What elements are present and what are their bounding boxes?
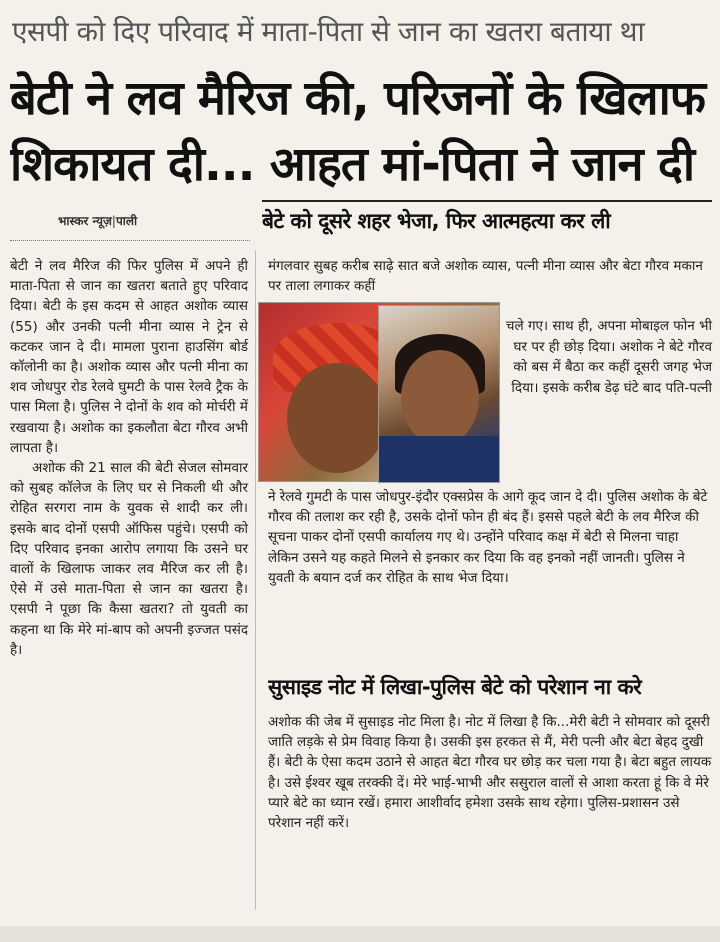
left-paragraph-1: बेटी ने लव मैरिज की फिर पुलिस में अपने ही माता-पिता से जान का खतरा बताते हुए परिवाद दिया। बेटी के इस कदम से आहत अशोक व्यास (55) और उनकी पत्नी मीना व्यास ने ट्रेन से कटकर जान दे दी। मामला पुराना हाउसिंग बोर्ड कॉलोनी का है। अशोक व्यास और पत्नी मीना का शव जोधपुर रोड रेलवे घुमटी के पास रेलवे ट्रैक के पास मिला है। पुलिस ने दोनों के शव को मोर्चरी में रखवाया है। अशोक का इकलौता बेटा गौरव अभी लापता है। (10, 258, 248, 456)
right-column-wrap (505, 316, 712, 398)
column-divider (255, 250, 256, 910)
right-wrap-text: चले गए। साथ ही, अपना मोबाइल फोन भी घर पर ही छोड़ दिया। अशोक ने बेटे गौरव को बस में बैठा कर कहीं दूसरी जगह भेज दिया। इसके करीब डेढ़ घंटे बाद पति-पत्नी (505, 318, 712, 396)
page-bottom-edge (0, 926, 720, 942)
left-paragraph-2: अशोक की 21 साल की बेटी सेजल सोमवार को सुबह कॉलेज के लिए घर से निकली थी और रोहित सरगरा नाम के युवक से शादी कर ली। इसके बाद दोनों एसपी ऑफिस पहुंचे। एसपी को दिए परिवाद इनका आरोप लगाया कि उसने घर वालों के खिलाफ जाकर लव मैरिज कर ली है। ऐसे में उसे माता-पिता से जान का खतरा है। एसपी ने पूछा कि कैसा खतरा? तो युवती का कहना था कि मेरे मां-बाप को अपनी इज्जत पसंद है। (10, 460, 248, 658)
headline-line-1: बेटी ने लव मैरिज की, परिजनों के खिलाफ (10, 71, 706, 126)
dateline-source: भास्कर न्यूज़ (58, 214, 112, 228)
right-column-bottom (268, 712, 712, 833)
photo-woman (378, 305, 500, 483)
subhead-suicide-note: सुसाइड नोट में लिखा-पुलिस बेटे को परेशान ना करे (268, 675, 642, 699)
subhead: बेटे को दूसरे शहर भेजा, फिर आत्महत्या कर ली (262, 209, 611, 233)
subhead-rule (262, 200, 712, 202)
dateline (58, 212, 137, 229)
headline-line-2: शिकायत दी... आहत मां-पिता ने जान दी (10, 137, 695, 192)
face-shape (401, 350, 479, 446)
dateline-place: पाली (115, 214, 138, 228)
right-column-middle (268, 487, 712, 588)
right-mid-text: ने रेलवे गुमटी के पास जोधपुर-इंदौर एक्सप्रेस के आगे कूद जान दे दी। पुलिस अशोक के बेटे गौरव की तलाश कर रही है, उसके दोनों फोन ही बंद हैं। इससे पहले बेटी के लव मैरिज की सूचना पाकर दोनों एसपी कार्यालय गए थे। उन्होंने परिवाद कक्ष में बेटी से मिलना चाहा लेकिन उसने यह कहते मिलने से इनकार कर दिया कि वह इनको नहीं जानती। पुलिस ने युवती के बयान दर्ज कर रोहित के साथ भेज दिया। (268, 489, 708, 586)
face-shape (287, 363, 387, 473)
kicker-line: एसपी को दिए परिवाद में माता-पिता से जान का खतरा बताया था (12, 15, 645, 48)
right-bottom-text: अशोक की जेब में सुसाइड नोट मिला है। नोट में लिखा है कि...मेरी बेटी ने सोमवार को दूसरी जाति लड़के से प्रेम विवाह किया है। उसकी इस हरकत से मैं, मेरी पत्नी और बेटा बेहद दुखी हैं। बेटी के ऐसा कदम उठाने से आहत बेटा गौरव घर छोड़ कर चला गया है। बेटा बहुत लायक है। उसे ईश्वर खूब तरक्की दें। मेरे भाई-भाभी और ससुराल वालों से आशा करता हूं कि वे मेरे प्यारे बेटे का ध्यान रखें। हमारा आशीर्वाद हमेशा उसके साथ रहेगा। पुलिस-प्रशासन उसे परेशान नहीं करें। (268, 714, 712, 832)
saree-shape (379, 436, 499, 483)
right-intro-text: मंगलवार सुबह करीब साढ़े सात बजे अशोक व्यास, पत्नी मीना व्यास और बेटा गौरव मकान पर ताला लगाकर कहीं (268, 258, 703, 294)
dateline-separator: | (111, 214, 116, 228)
left-column (10, 256, 248, 660)
dateline-divider (10, 240, 250, 241)
right-column-intro (268, 256, 712, 296)
